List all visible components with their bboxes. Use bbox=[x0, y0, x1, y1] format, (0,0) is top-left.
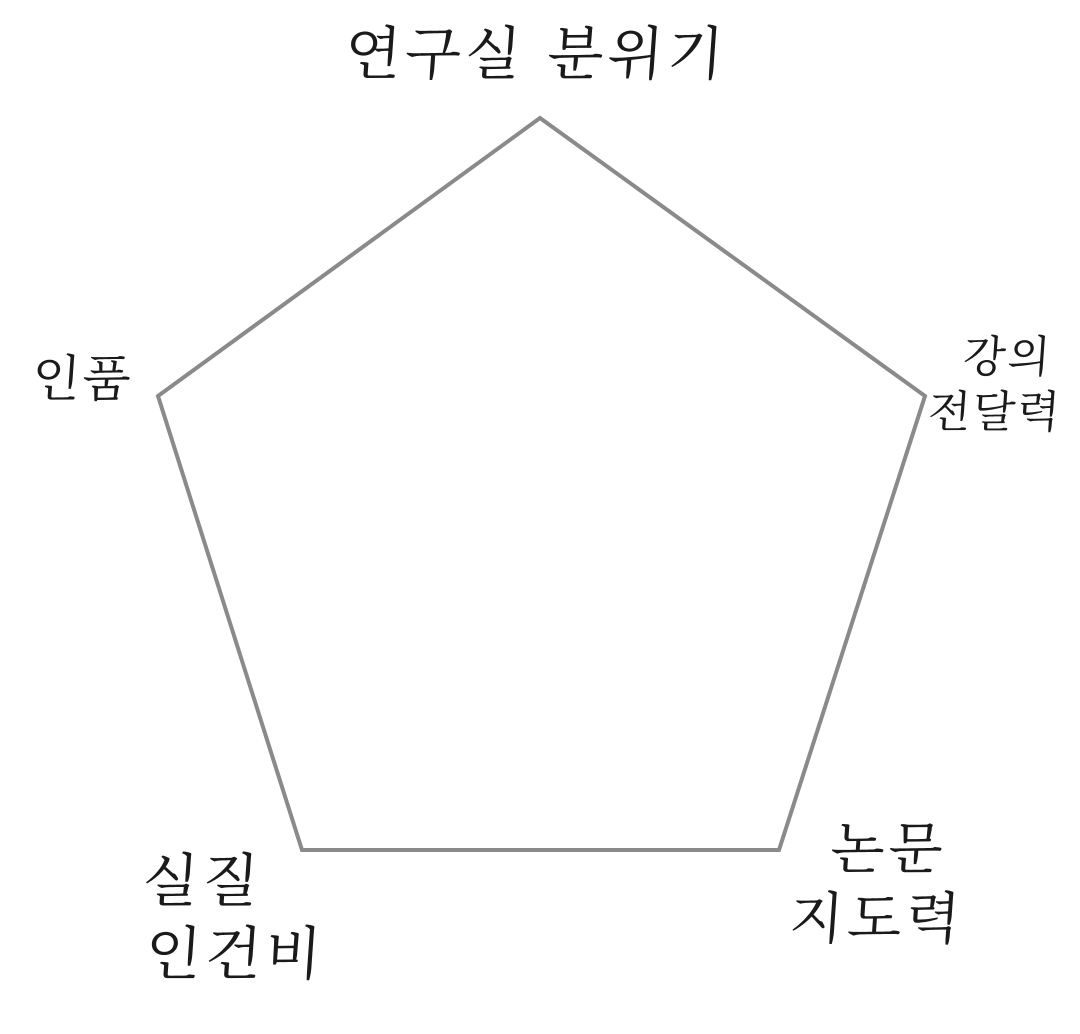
axis-label-real-labor-cost bbox=[135, 845, 333, 990]
pentagon-outline bbox=[158, 118, 925, 850]
axis-label-personality bbox=[30, 348, 135, 411]
axis-label-line: 논문 bbox=[828, 817, 949, 882]
axis-label-lab-atmosphere bbox=[342, 18, 730, 91]
axis-label-line: 강의 bbox=[961, 332, 1054, 383]
axis-label-line: 인건비 bbox=[143, 919, 328, 988]
axis-label-line: 인품 bbox=[29, 350, 135, 408]
axis-label-paper-guidance bbox=[787, 815, 971, 955]
axis-label-line: 연구실 분위기 bbox=[342, 20, 731, 88]
axis-label-lecture-delivery bbox=[926, 330, 1067, 440]
axis-label-line: 전달력 bbox=[926, 387, 1064, 438]
axis-label-line: 지도력 bbox=[787, 887, 967, 952]
axis-label-line: 실질 bbox=[140, 847, 265, 915]
